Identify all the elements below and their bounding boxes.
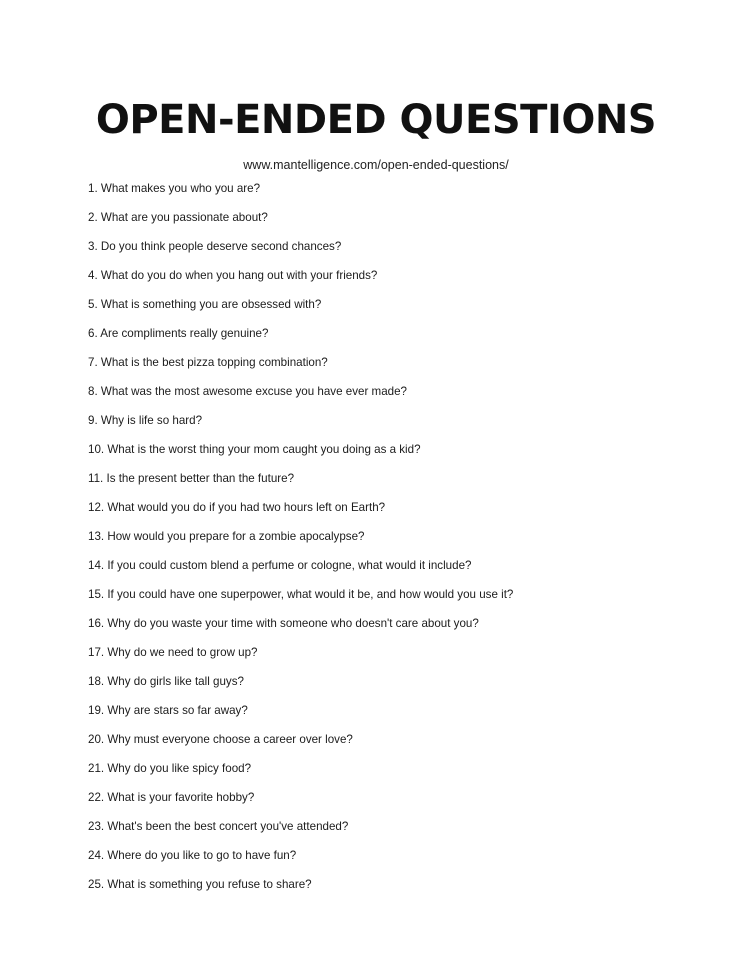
question-list [88,178,513,903]
question-item: 16. Why do you waste your time with someone who doesn't care about you? [88,617,479,630]
question-item: 4. What do you do when you hang out with your friends? [88,269,378,282]
question-item: 10. What is the worst thing your mom caught you doing as a kid? [88,443,421,456]
question-item: 17. Why do we need to grow up? [88,646,258,659]
question-item: 25. What is something you refuse to share? [88,878,312,891]
question-item: 3. Do you think people deserve second chances? [88,240,342,253]
question-item: 21. Why do you like spicy food? [88,762,252,775]
document-title: OPEN-ENDED QUESTIONS [95,97,657,143]
question-item: 6. Are compliments really genuine? [88,327,269,340]
question-item: 5. What is something you are obsessed with? [88,298,322,311]
question-item: 12. What would you do if you had two hours left on Earth? [88,501,386,514]
source-url: www.mantelligence.com/open-ended-questions/ [243,158,509,172]
question-item: 23. What's been the best concert you've attended? [88,820,349,833]
question-item: 2. What are you passionate about? [88,211,268,224]
question-item: 19. Why are stars so far away? [88,704,248,717]
question-item: 7. What is the best pizza topping combination? [88,356,328,369]
question-item: 14. If you could custom blend a perfume or cologne, what would it include? [88,559,472,572]
question-item: 15. If you could have one superpower, what would it be, and how would you use it? [88,588,514,601]
question-item: 8. What was the most awesome excuse you have ever made? [88,385,407,398]
question-item: 13. How would you prepare for a zombie apocalypse? [88,530,365,543]
question-item: 18. Why do girls like tall guys? [88,675,244,688]
question-item: 9. Why is life so hard? [88,414,203,427]
question-item: 1. What makes you who you are? [88,182,261,195]
question-item: 11. Is the present better than the future? [88,472,295,485]
question-item: 20. Why must everyone choose a career over love? [88,733,353,746]
question-item: 22. What is your favorite hobby? [88,791,255,804]
question-item: 24. Where do you like to go to have fun? [88,849,297,862]
